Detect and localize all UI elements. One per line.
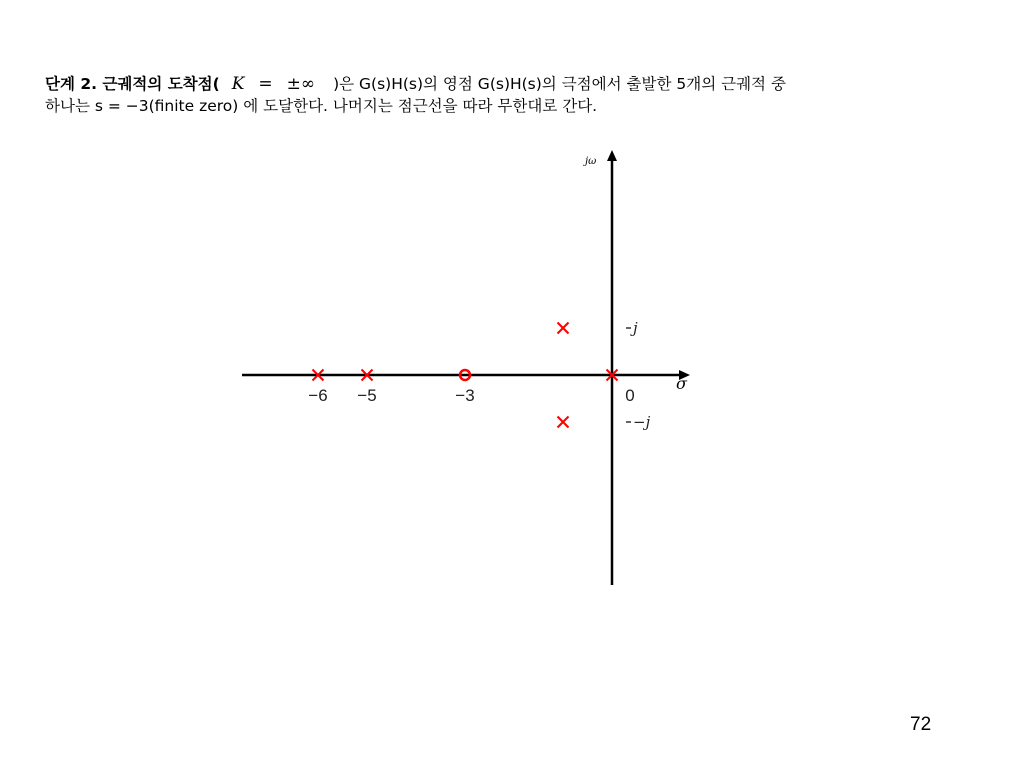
formula-variable: K	[231, 74, 245, 94]
real-axis-label: σ	[676, 374, 687, 393]
pole-marker	[558, 323, 569, 334]
axes	[242, 150, 690, 585]
tick-label: −6	[308, 386, 328, 405]
pole-marker	[558, 417, 569, 428]
formula-equals: =	[258, 74, 273, 94]
step-label: 단계 2. 근궤적의 도착점(	[45, 75, 220, 93]
tick-label: −3	[455, 386, 475, 405]
tick-label: 0	[625, 386, 635, 405]
description-line-2: 하나는 s = −3(finite zero) 에 도달한다. 나머지는 점근선을 따라 무한대로 간다.	[45, 97, 598, 115]
imag-axis-label: jω	[585, 156, 597, 167]
tick-label: j	[633, 319, 638, 337]
imag-axis-arrow	[607, 150, 617, 161]
tick-label: −j	[633, 413, 651, 431]
description-line-1-suffix: )은 G(s)H(s)의 영점 G(s)H(s)의 극점에서 출발한 5개의 근궤적 중	[333, 75, 786, 93]
labels	[308, 156, 688, 431]
page-number: 72	[910, 714, 932, 735]
tick-label: −5	[357, 386, 377, 405]
formula-value: ±∞	[286, 74, 316, 94]
